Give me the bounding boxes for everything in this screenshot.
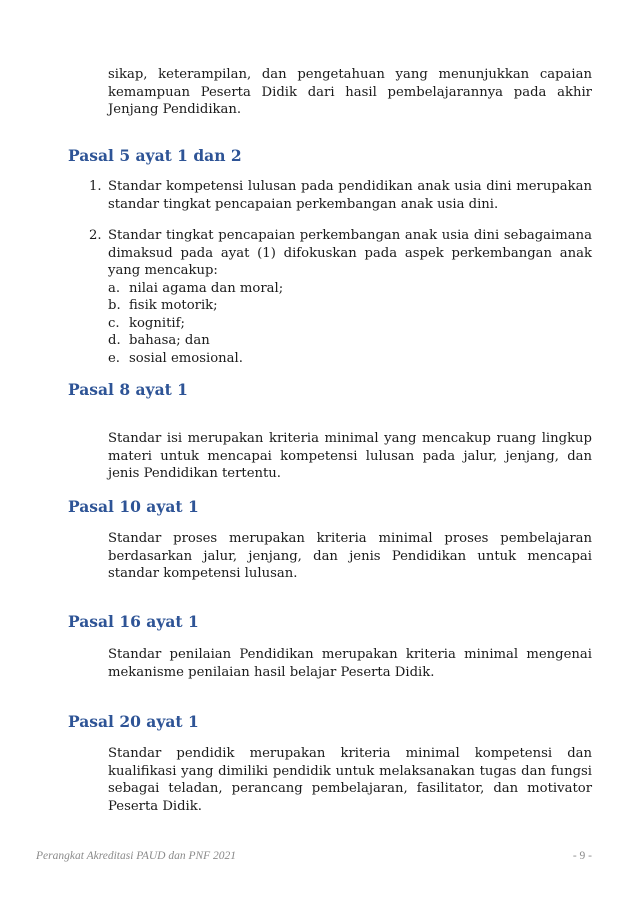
section-heading-pasal-20: Pasal 20 ayat 1 [68,712,199,731]
section-heading-pasal-8: Pasal 8 ayat 1 [68,380,188,399]
list-number: 1. [89,179,102,194]
section-heading-pasal-16: Pasal 16 ayat 1 [68,612,199,631]
sub-list-letter: b. [108,298,121,313]
section-heading-pasal-5: Pasal 5 ayat 1 dan 2 [68,146,242,165]
list-item [89,178,592,213]
sub-list-text: bahasa; dan [129,333,210,348]
sub-list [108,280,592,368]
sub-list-text: sosial emosional. [129,350,243,366]
pasal-20-paragraph: Standar pendidik merupakan kriteria minimal kompetensi dan kualifikasi yang dimiliki pendidik untuk melaksanakan tugas dan fungsi sebagai teladan, perancang pembelajaran, fasilitator, dan motivator Peserta Didik. [108,746,592,814]
pasal-5-list [89,178,592,367]
sub-list-item [108,350,592,368]
sub-list-letter: c. [108,315,120,331]
list-item [89,227,592,367]
section-heading-pasal-10: Pasal 10 ayat 1 [68,497,199,516]
pasal-8-paragraph: Standar isi merupakan kriteria minimal yang mencakup ruang lingkup materi untuk mencapai kompetensi lulusan pada jalur, jenjang, dan jenis Pendidikan tertentu. [108,431,592,481]
sub-list-item [108,332,592,350]
sub-list-text: fisik motorik; [129,298,218,313]
sub-list-item [108,280,592,298]
pasal-10-paragraph: Standar proses merupakan kriteria minimal proses pembelajaran berdasarkan jalur, jenjang, dan jenis Pendidikan untuk mencapai standar kompetensi lulusan. [108,531,592,581]
sub-list-letter: e. [108,350,120,366]
intro-paragraph: sikap, keterampilan, dan pengetahuan yang menunjukkan capaian kemampuan Peserta Didik dari hasil pembelajarannya pada akhir Jenjang Pendidikan. [108,67,592,117]
footer-document-title: Perangkat Akreditasi PAUD dan PNF 2021 [36,850,237,862]
sub-list-text: nilai agama dan moral; [129,280,284,296]
sub-list-item [108,315,592,333]
list-item-text: Standar tingkat pencapaian perkembangan anak usia dini sebagaimana dimaksud pada ayat (1) difokuskan pada aspek perkembangan anak yang mencakup: [108,228,592,278]
footer-page-number: - 9 - [572,850,592,862]
sub-list-letter: a. [108,280,121,296]
list-number: 2. [89,228,102,243]
pasal-16-paragraph: Standar penilaian Pendidikan merupakan kriteria minimal mengenai mekanisme penilaian hasil belajar Peserta Didik. [108,647,592,680]
sub-list-text: kognitif; [129,315,185,331]
sub-list-letter: d. [108,333,121,348]
list-item-text: Standar kompetensi lulusan pada pendidikan anak usia dini merupakan standar tingkat pencapaian perkembangan anak usia dini. [108,179,592,212]
sub-list-item [108,297,592,315]
